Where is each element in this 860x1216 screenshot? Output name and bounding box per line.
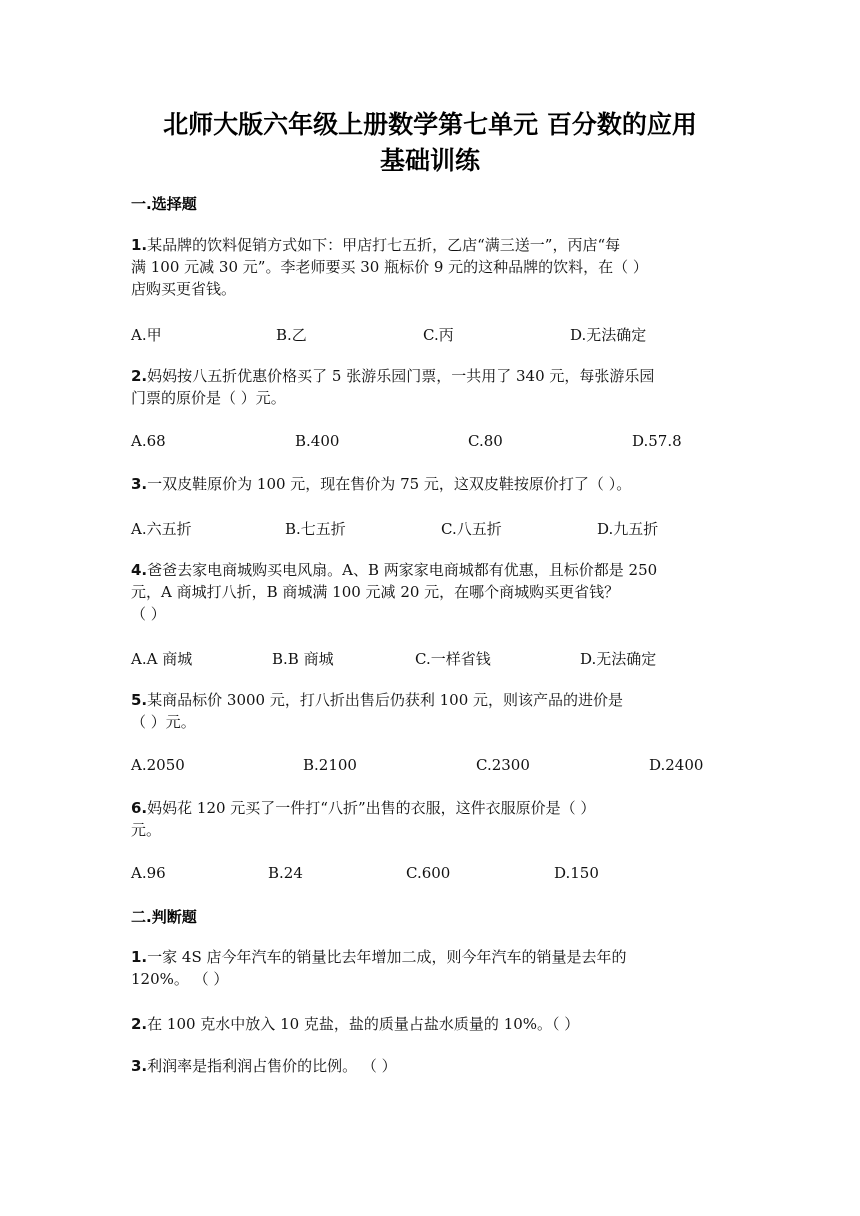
option-a: A.68 bbox=[131, 432, 166, 450]
option-c: C.一样省钱 bbox=[415, 650, 491, 668]
question-text-line: 120%。 （ ） bbox=[131, 970, 229, 988]
question-5 bbox=[131, 689, 731, 733]
question-text-line: 门票的原价是（ ）元。 bbox=[131, 389, 286, 407]
question-text-line: 元，A 商城打八折，B 商城满 100 元减 20 元，在哪个商城购买更省钱？ bbox=[131, 583, 620, 601]
question-text-line: 妈妈花 120 元买了一件打“八折”出售的衣服，这件衣服原价是（ ） bbox=[147, 799, 596, 817]
option-d: D.150 bbox=[554, 864, 599, 882]
question-text-line: （ ） bbox=[131, 605, 166, 623]
option-b: B.七五折 bbox=[285, 520, 346, 538]
question-number: 3. bbox=[131, 1057, 148, 1075]
option-c: C.80 bbox=[468, 432, 503, 450]
question-number: 2. bbox=[131, 367, 148, 385]
option-a: A.甲 bbox=[131, 326, 162, 344]
judgement-question-1 bbox=[131, 946, 731, 990]
question-2 bbox=[131, 365, 731, 409]
question-text-line: 妈妈按八五折优惠价格买了 5 张游乐园门票，一共用了 340 元，每张游乐园 bbox=[147, 367, 655, 385]
question-text-line: 元。 bbox=[131, 821, 162, 839]
option-c: C.600 bbox=[406, 864, 451, 882]
option-b: B.B 商城 bbox=[272, 650, 334, 668]
option-d: D.无法确定 bbox=[580, 650, 657, 668]
question-number: 1. bbox=[131, 236, 148, 254]
judgement-question-2 bbox=[131, 1013, 731, 1035]
section-heading-judgement: 二.判断题 bbox=[131, 908, 197, 926]
option-c: C.丙 bbox=[423, 326, 454, 344]
option-b: B.24 bbox=[268, 864, 303, 882]
question-text-line: 在 100 克水中放入 10 克盐，盐的质量占盐水质量的 10%。（ ） bbox=[147, 1015, 580, 1033]
question-text-line: 满 100 元减 30 元”。李老师要买 30 瓶标价 9 元的这种品牌的饮料，在（ ） bbox=[131, 258, 648, 276]
question-text-line: 一家 4S 店今年汽车的销量比去年增加二成，则今年汽车的销量是去年的 bbox=[147, 948, 627, 966]
question-number: 3. bbox=[131, 475, 148, 493]
option-a: A.六五折 bbox=[131, 520, 192, 538]
option-c: C.2300 bbox=[476, 756, 530, 774]
question-text-line: 店购买更省钱。 bbox=[131, 280, 237, 298]
option-b: B.400 bbox=[295, 432, 340, 450]
question-4 bbox=[131, 559, 731, 625]
question-text-line: （ ）元。 bbox=[131, 713, 196, 731]
question-text-line: 某品牌的饮料促销方式如下：甲店打七五折，乙店“满三送一”，丙店“每 bbox=[147, 236, 621, 254]
option-d: D.九五折 bbox=[597, 520, 659, 538]
question-text-line: 某商品标价 3000 元，打八折出售后仍获利 100 元，则该产品的进价是 bbox=[147, 691, 624, 709]
option-d: D.2400 bbox=[649, 756, 704, 774]
section-heading-choice: 一.选择题 bbox=[131, 195, 197, 213]
question-number: 4. bbox=[131, 561, 148, 579]
option-c: C.八五折 bbox=[441, 520, 502, 538]
option-a: A.2050 bbox=[131, 756, 185, 774]
question-number: 2. bbox=[131, 1015, 148, 1033]
question-text-line: 爸爸去家电商城购买电风扇。A、B 两家家电商城都有优惠，且标价都是 250 bbox=[147, 561, 658, 579]
question-text-line: 一双皮鞋原价为 100 元，现在售价为 75 元，这双皮鞋按原价打了（ ）。 bbox=[147, 475, 632, 493]
judgement-question-3 bbox=[131, 1055, 731, 1077]
question-3 bbox=[131, 473, 731, 495]
option-a: A.A 商城 bbox=[131, 650, 193, 668]
document-title-line1: 北师大版六年级上册数学第七单元 百分数的应用 bbox=[163, 110, 697, 139]
question-1 bbox=[131, 234, 731, 300]
option-b: B.2100 bbox=[303, 756, 357, 774]
document-title-line2: 基础训练 bbox=[379, 146, 480, 175]
question-number: 5. bbox=[131, 691, 148, 709]
option-d: D.57.8 bbox=[632, 432, 682, 450]
option-d: D.无法确定 bbox=[570, 326, 647, 344]
question-text-line: 利润率是指利润占售价的比例。 （ ） bbox=[147, 1057, 397, 1075]
question-number: 1. bbox=[131, 948, 148, 966]
question-number: 6. bbox=[131, 799, 148, 817]
question-6 bbox=[131, 797, 731, 841]
option-b: B.乙 bbox=[276, 326, 307, 344]
option-a: A.96 bbox=[131, 864, 166, 882]
